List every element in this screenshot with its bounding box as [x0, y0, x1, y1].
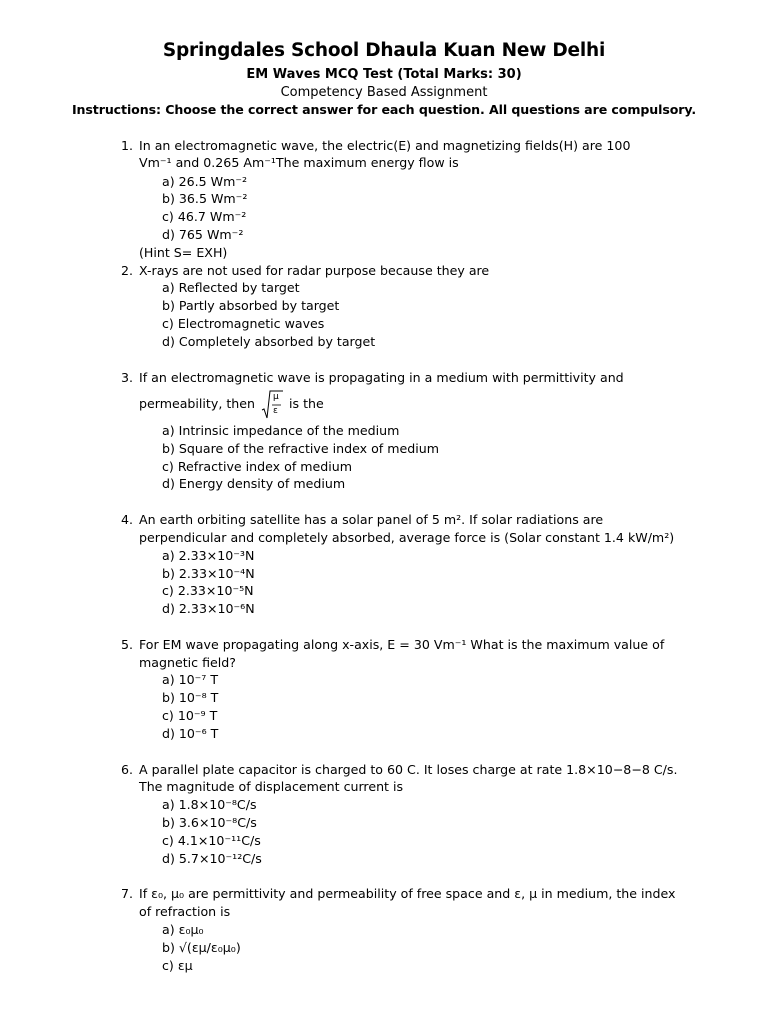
option-a: a) Intrinsic impedance of the medium	[162, 423, 400, 438]
option-c: c) 2.33×10⁻⁵N	[162, 583, 254, 598]
option-c: c) 46.7 Wm⁻²	[162, 209, 247, 224]
question-text: In an electromagnetic wave, the electric(E) and magnetizing fields(H) are 100	[139, 138, 631, 153]
question-text: perpendicular and completely absorbed, average force is (Solar constant 1.4 kW/m²)	[139, 530, 675, 545]
instructions: Instructions: Choose the correct answer for each question. All questions are compulsory.	[71, 102, 697, 117]
option-d: d) 5.7×10⁻¹²C/s	[162, 851, 262, 866]
question-text-before: permeability, then	[139, 396, 255, 411]
option-b: b) √(εμ/ε₀μ₀)	[162, 940, 241, 955]
question-text: magnetic field?	[139, 655, 236, 670]
option-d: d) Completely absorbed by target	[162, 334, 376, 349]
option-c: c) 10⁻⁹ T	[162, 708, 218, 723]
option-a: a) 26.5 Wm⁻²	[162, 174, 248, 189]
option-d: d) Energy density of medium	[162, 476, 346, 491]
question-number: 5.	[120, 637, 133, 652]
sqrt-mu-over-epsilon	[261, 390, 283, 420]
question-text: If an electromagnetic wave is propagating in a medium with permittivity and	[139, 370, 624, 385]
option-c: c) Refractive index of medium	[162, 459, 353, 474]
fraction-denominator: ε	[273, 405, 278, 416]
option-b: b) 2.33×10⁻⁴N	[162, 566, 255, 581]
option-d: d) 2.33×10⁻⁶N	[162, 601, 255, 616]
option-a: a) 2.33×10⁻³N	[162, 548, 255, 563]
question-text: The magnitude of displacement current is	[139, 779, 404, 794]
question-text: Vm⁻¹ and 0.265 Am⁻¹The maximum energy flow is	[139, 155, 459, 170]
question-text-after: is the	[289, 396, 324, 411]
option-c: c) 4.1×10⁻¹¹C/s	[162, 833, 261, 848]
option-b: b) 3.6×10⁻⁸C/s	[162, 815, 257, 830]
question-number: 1.	[120, 138, 133, 153]
option-a: a) Reflected by target	[162, 280, 300, 295]
option-a: a) ε₀μ₀	[162, 922, 204, 937]
option-b: b) 36.5 Wm⁻²	[162, 191, 248, 206]
option-b: b) 10⁻⁸ T	[162, 690, 219, 705]
question-text: For EM wave propagating along x-axis, E = 30 Vm⁻¹ What is the maximum value of	[139, 637, 665, 652]
question-text: An earth orbiting satellite has a solar panel of 5 m². If solar radiations are	[139, 512, 604, 527]
option-b: b) Square of the refractive index of medium	[162, 441, 439, 456]
option-d: d) 765 Wm⁻²	[162, 227, 244, 242]
question-text: If ε₀, μ₀ are permittivity and permeability of free space and ε, μ in medium, the index	[139, 886, 676, 901]
option-a: a) 1.8×10⁻⁸C/s	[162, 797, 257, 812]
assignment-type: Competency Based Assignment	[280, 85, 488, 100]
question-number: 2.	[120, 263, 133, 278]
hint: (Hint S= EXH)	[139, 245, 228, 260]
question-text: X-rays are not used for radar purpose because they are	[139, 263, 490, 278]
option-a: a) 10⁻⁷ T	[162, 672, 219, 687]
question-text: of refraction is	[139, 904, 231, 919]
fraction-numerator: μ	[273, 391, 279, 402]
radical-sign	[261, 390, 283, 420]
option-c: c) Electromagnetic waves	[162, 316, 325, 331]
question-number: 7.	[120, 886, 133, 901]
school-title: Springdales School Dhaula Kuan New Delhi	[162, 40, 606, 61]
question-number: 3.	[120, 370, 133, 385]
option-d: d) 10⁻⁶ T	[162, 726, 219, 741]
option-c: c) εμ	[162, 958, 193, 973]
test-title: EM Waves MCQ Test (Total Marks: 30)	[246, 67, 522, 82]
question-number: 4.	[120, 512, 133, 527]
question-text	[139, 388, 324, 420]
option-b: b) Partly absorbed by target	[162, 298, 340, 313]
question-number: 6.	[120, 762, 133, 777]
question-text: A parallel plate capacitor is charged to 60 C. It loses charge at rate 1.8×10−8−8 C/s.	[139, 762, 678, 777]
